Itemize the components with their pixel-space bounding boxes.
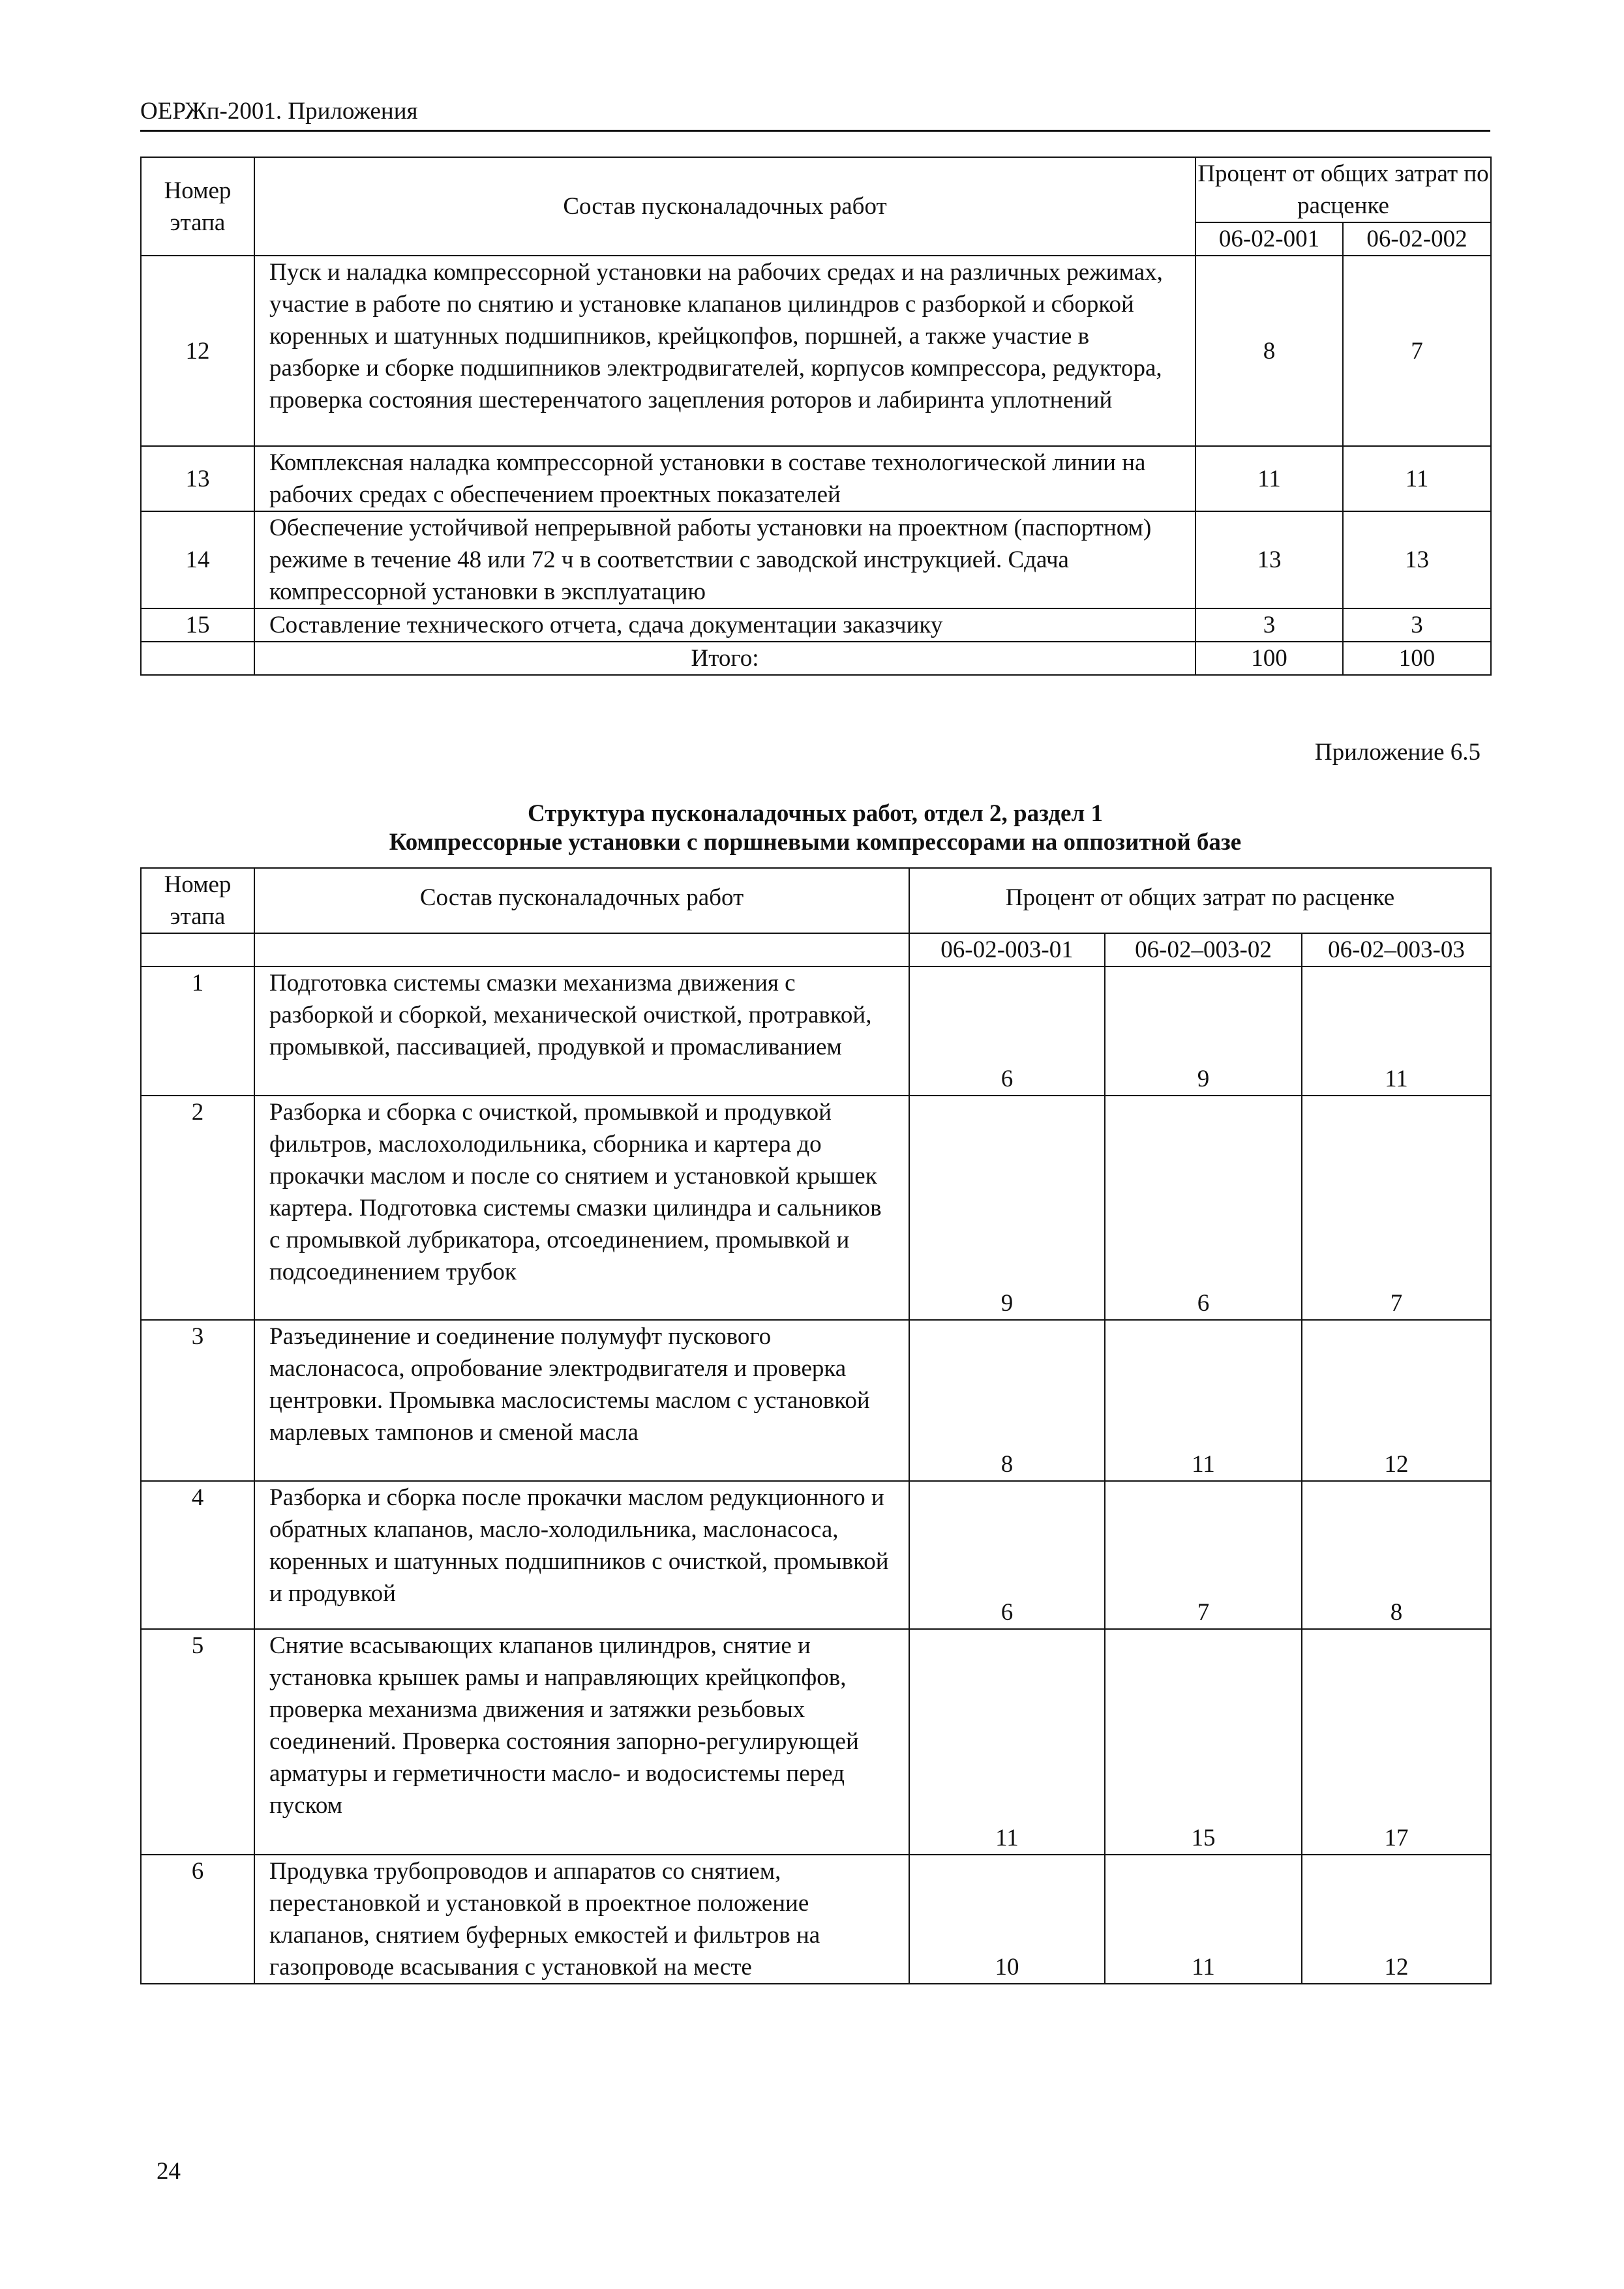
table-title: [140, 800, 1490, 857]
percent-value: 10: [909, 1855, 1105, 1984]
percent-value: 7: [1302, 1096, 1491, 1320]
percent-value: 7: [1105, 1481, 1302, 1629]
percent-value: 11: [1105, 1855, 1302, 1984]
col-header-percent: Процент от общих затрат по расценке: [1195, 157, 1491, 222]
table-header-codes-row: [141, 933, 1491, 966]
percent-value: 9: [1105, 966, 1302, 1096]
stage-number: 3: [141, 1320, 254, 1481]
table-total-row: [141, 642, 1491, 675]
stage-number: 14: [141, 511, 254, 608]
stage-description: Снятие всасывающих клапанов цилиндров, снятие и установка крышек рамы и направляющих крейцкопфов, проверка механизма движения и затяжки резьбовых соединений. Проверка состояния запорно-регулирующей арматуры и герметичности масло- и водосистемы перед пуском: [254, 1629, 909, 1855]
col-header-stage-number: Номер этапа: [141, 868, 254, 933]
percent-value: 11: [1343, 446, 1491, 511]
stage-description: Продувка трубопроводов и аппаратов со снятием, перестановкой и установкой в проектное положение клапанов, снятием буферных емкостей и фильтров на газопроводе всасывания с установкой на месте: [254, 1855, 909, 1984]
col-header-code: 06-02–003-03: [1302, 933, 1491, 966]
percent-value: 6: [909, 1481, 1105, 1629]
empty-cell: [254, 933, 909, 966]
table-stages-12-15: [140, 157, 1492, 676]
percent-value: 8: [1195, 256, 1343, 446]
percent-value: 7: [1343, 256, 1491, 446]
table-title-line: Компрессорные установки с поршневыми компрессорами на оппозитной базе: [389, 829, 1242, 856]
col-header-composition: Состав пусконаладочных работ: [254, 868, 909, 933]
total-label: Итого:: [254, 642, 1195, 675]
col-header-percent: Процент от общих затрат по расценке: [909, 868, 1491, 933]
stage-description: Разборка и сборка после прокачки маслом редукционного и обратных клапанов, масло-холодильника, маслонасоса, коренных и шатунных подшипников с очисткой, промывкой и продувкой: [254, 1481, 909, 1629]
percent-value: 6: [1105, 1096, 1302, 1320]
col-header-code: 06-02–003-02: [1105, 933, 1302, 966]
col-header-code: 06-02-002: [1343, 222, 1491, 256]
table-row: [141, 1096, 1491, 1320]
empty-cell: [141, 933, 254, 966]
running-header: [140, 98, 1490, 132]
percent-value: 11: [909, 1629, 1105, 1855]
table-header-row: [141, 868, 1491, 933]
table-row: [141, 1481, 1491, 1629]
percent-value: 8: [909, 1320, 1105, 1481]
stage-number: 2: [141, 1096, 254, 1320]
col-header-code: 06-02-003-01: [909, 933, 1105, 966]
table-row: [141, 1629, 1491, 1855]
percent-value: 11: [1105, 1320, 1302, 1481]
table-row: [141, 256, 1491, 446]
percent-value: 11: [1302, 966, 1491, 1096]
col-header-code: 06-02-001: [1195, 222, 1343, 256]
total-value: 100: [1195, 642, 1343, 675]
percent-value: 11: [1195, 446, 1343, 511]
percent-value: 3: [1343, 608, 1491, 642]
table-row: [141, 1855, 1491, 1984]
percent-value: 17: [1302, 1629, 1491, 1855]
table-row: [141, 511, 1491, 608]
percent-value: 15: [1105, 1629, 1302, 1855]
stage-description: Обеспечение устойчивой непрерывной работы установки на проектном (паспортном) режиме в течение 48 или 72 ч в соответствии с заводской инструкцией. Сдача компрессорной установки в эксплуатацию: [254, 511, 1195, 608]
stage-description: Разборка и сборка с очисткой, промывкой и продувкой фильтров, маслохолодильника, сборника и картера до прокачки маслом и после со снятием и установкой крышек картера. Подготовка системы смазки цилиндра и сальников с промывкой лубрикатора, отсоединением, промывкой и подсоединением трубок: [254, 1096, 909, 1320]
percent-value: 12: [1302, 1320, 1491, 1481]
col-header-composition: Состав пусконаладочных работ: [254, 157, 1195, 256]
page-number: 24: [157, 2158, 181, 2185]
table-stages-1-6: [140, 867, 1492, 1984]
stage-description: Подготовка системы смазки механизма движения с разборкой и сборкой, механической очисткой, протравкой, промывкой, пассивацией, продувкой и промасливанием: [254, 966, 909, 1096]
stage-number: 13: [141, 446, 254, 511]
stage-number: 4: [141, 1481, 254, 1629]
stage-number: 5: [141, 1629, 254, 1855]
stage-number: 12: [141, 256, 254, 446]
stage-description: Комплексная наладка компрессорной установки в составе технологической линии на рабочих средах с обеспечением проектных показателей: [254, 446, 1195, 511]
stage-number: 6: [141, 1855, 254, 1984]
stage-description: Составление технического отчета, сдача документации заказчику: [254, 608, 1195, 642]
appendix-label: Приложение 6.5: [1314, 739, 1481, 766]
percent-value: 6: [909, 966, 1105, 1096]
percent-value: 9: [909, 1096, 1105, 1320]
percent-value: 3: [1195, 608, 1343, 642]
table-row: [141, 446, 1491, 511]
total-value: 100: [1343, 642, 1491, 675]
stage-number: 1: [141, 966, 254, 1096]
percent-value: 8: [1302, 1481, 1491, 1629]
stage-description: Разъединение и соединение полумуфт пускового маслонасоса, опробование электродвигателя и проверка центровки. Промывка маслосистемы маслом с установкой марлевых тампонов и сменой масла: [254, 1320, 909, 1481]
table-row: [141, 1320, 1491, 1481]
stage-description: Пуск и наладка компрессорной установки на рабочих средах и на различных режимах, участие в работе по снятию и установке клапанов цилиндров с разборкой и сборкой коренных и шатунных подшипников, крейцкопфов, поршней, а также участие в разборке и сборке подшипников электродвигателей, корпусов компрессора, редуктора, проверка состояния шестеренчатого зацепления роторов и лабиринта уплотнений: [254, 256, 1195, 446]
stage-number: 15: [141, 608, 254, 642]
table-header-row: [141, 157, 1491, 222]
table-row: [141, 966, 1491, 1096]
running-title: ОЕРЖп-2001. Приложения: [140, 98, 418, 125]
percent-value: 13: [1343, 511, 1491, 608]
percent-value: 13: [1195, 511, 1343, 608]
col-header-stage-number: Номер этапа: [141, 157, 254, 256]
empty-cell: [141, 642, 254, 675]
percent-value: 12: [1302, 1855, 1491, 1984]
table-row: [141, 608, 1491, 642]
table-title-line: Структура пусконаладочных работ, отдел 2, раздел 1: [528, 800, 1103, 827]
